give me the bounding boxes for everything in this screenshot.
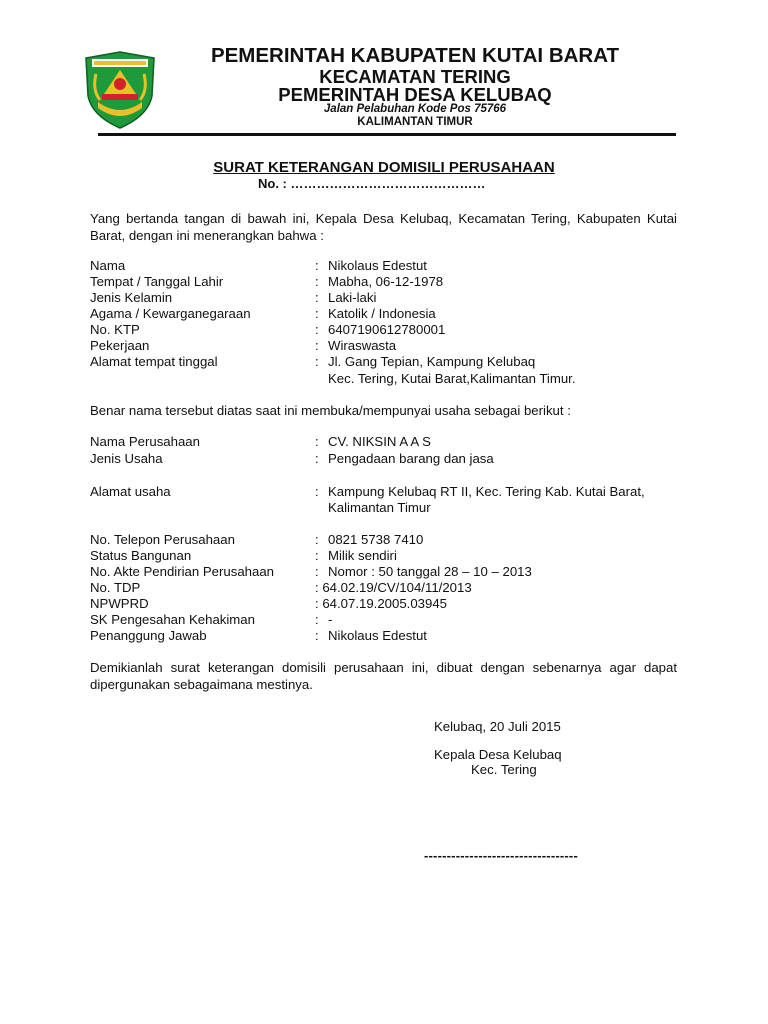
intro-paragraph: Yang bertanda tangan di bawah ini, Kepala Desa Kelubaq, Kecamatan Tering, Kabupaten Kutai Barat, dengan ini menerangkan bahwa :	[90, 211, 677, 243]
field-label: No. TDP	[90, 580, 141, 595]
field-label: Tempat / Tanggal Lahir	[90, 274, 224, 289]
field-value: 0821 5738 7410	[328, 532, 424, 547]
field-value: Laki-laki	[328, 290, 377, 305]
signer-title: Kepala Desa Kelubaq	[434, 747, 562, 762]
field-label: SK Pengesahan Kehakiman	[90, 612, 255, 627]
field-colon: :	[315, 306, 319, 321]
field-label: Alamat usaha	[90, 484, 171, 499]
header-address: Jalan Pelabuhan Kode Pos 75766	[323, 103, 507, 115]
field-label: Status Bangunan	[90, 548, 192, 563]
letter-number: No. : ………………………………………	[258, 176, 486, 191]
field-colon: :	[315, 451, 319, 466]
header-divider	[98, 133, 676, 136]
field-value: Nikolaus Edestut	[328, 258, 427, 273]
field-colon: :	[315, 532, 319, 547]
signature-line: ----------------------------------	[424, 848, 578, 863]
field-value: Kampung Kelubaq RT II, Kec. Tering Kab. Kutai Barat,	[328, 484, 645, 499]
field-label: No. KTP	[90, 322, 140, 337]
field-colon: :	[315, 290, 319, 305]
field-colon: :	[315, 354, 319, 369]
field-label: NPWPRD	[90, 596, 149, 611]
field-value: Jl. Gang Tepian, Kampung Kelubaq	[328, 354, 536, 369]
field-label: Nama Perusahaan	[90, 434, 200, 449]
field-label: Jenis Usaha	[90, 451, 163, 466]
header-village: PEMERINTAH DESA KELUBAQ	[278, 84, 552, 105]
field-colon: :	[315, 434, 319, 449]
field-label: No. Akte Pendirian Perusahaan	[90, 564, 275, 579]
field-value: CV. NIKSIN A A S	[328, 434, 431, 449]
field-value: Milik sendiri	[328, 548, 397, 563]
header-government: PEMERINTAH KABUPATEN KUTAI BARAT	[210, 44, 620, 67]
field-colon: :	[315, 548, 319, 563]
letter-title: SURAT KETERANGAN DOMISILI PERUSAHAAN	[213, 159, 555, 176]
field-label: Pekerjaan	[90, 338, 150, 353]
field-value: : 64.02.19/CV/104/11/2013	[315, 580, 472, 595]
closing-paragraph: Demikianlah surat keterangan domisili perusahaan ini, dibuat dengan sebenarnya agar dapat dipergunakan sebagaimana mestinya.	[90, 660, 677, 692]
field-value: Kalimantan Timur	[328, 500, 431, 515]
field-label: No. Telepon Perusahaan	[90, 532, 235, 547]
business-intro: Benar nama tersebut diatas saat ini membuka/mempunyai usaha sebagai berikut :	[90, 403, 571, 418]
field-colon: :	[315, 274, 319, 289]
field-colon: :	[315, 322, 319, 337]
field-label: Penanggung Jawab	[90, 628, 207, 643]
field-colon: :	[315, 564, 319, 579]
field-label: Agama / Kewarganegaraan	[90, 306, 251, 321]
field-value: 6407190612780001	[328, 322, 446, 337]
field-value: Pengadaan barang dan jasa	[328, 451, 494, 466]
field-value: Nomor : 50 tanggal 28 – 10 – 2013	[328, 564, 532, 579]
field-value: Nikolaus Edestut	[328, 628, 427, 643]
field-value: -	[328, 612, 333, 627]
field-colon: :	[315, 628, 319, 643]
field-value: Kec. Tering, Kutai Barat,Kalimantan Timur.	[328, 371, 576, 386]
field-colon: :	[315, 612, 319, 627]
field-colon: :	[315, 484, 319, 499]
field-colon: :	[315, 338, 319, 353]
field-value: Wiraswasta	[328, 338, 397, 353]
place-date: Kelubaq, 20 Juli 2015	[434, 719, 561, 734]
field-value: : 64.07.19.2005.03945	[315, 596, 447, 611]
signer-unit: Kec. Tering	[471, 762, 537, 777]
field-label: Alamat tempat tinggal	[90, 354, 218, 369]
kutai-barat-emblem-icon	[84, 50, 156, 130]
header-province: KALIMANTAN TIMUR	[357, 116, 473, 128]
field-value: Mabha, 06-12-1978	[328, 274, 444, 289]
field-label: Nama	[90, 258, 126, 273]
field-value: Katolik / Indonesia	[328, 306, 436, 321]
field-label: Jenis Kelamin	[90, 290, 173, 305]
header-district: KECAMATAN TERING	[319, 66, 511, 87]
field-colon: :	[315, 258, 319, 273]
